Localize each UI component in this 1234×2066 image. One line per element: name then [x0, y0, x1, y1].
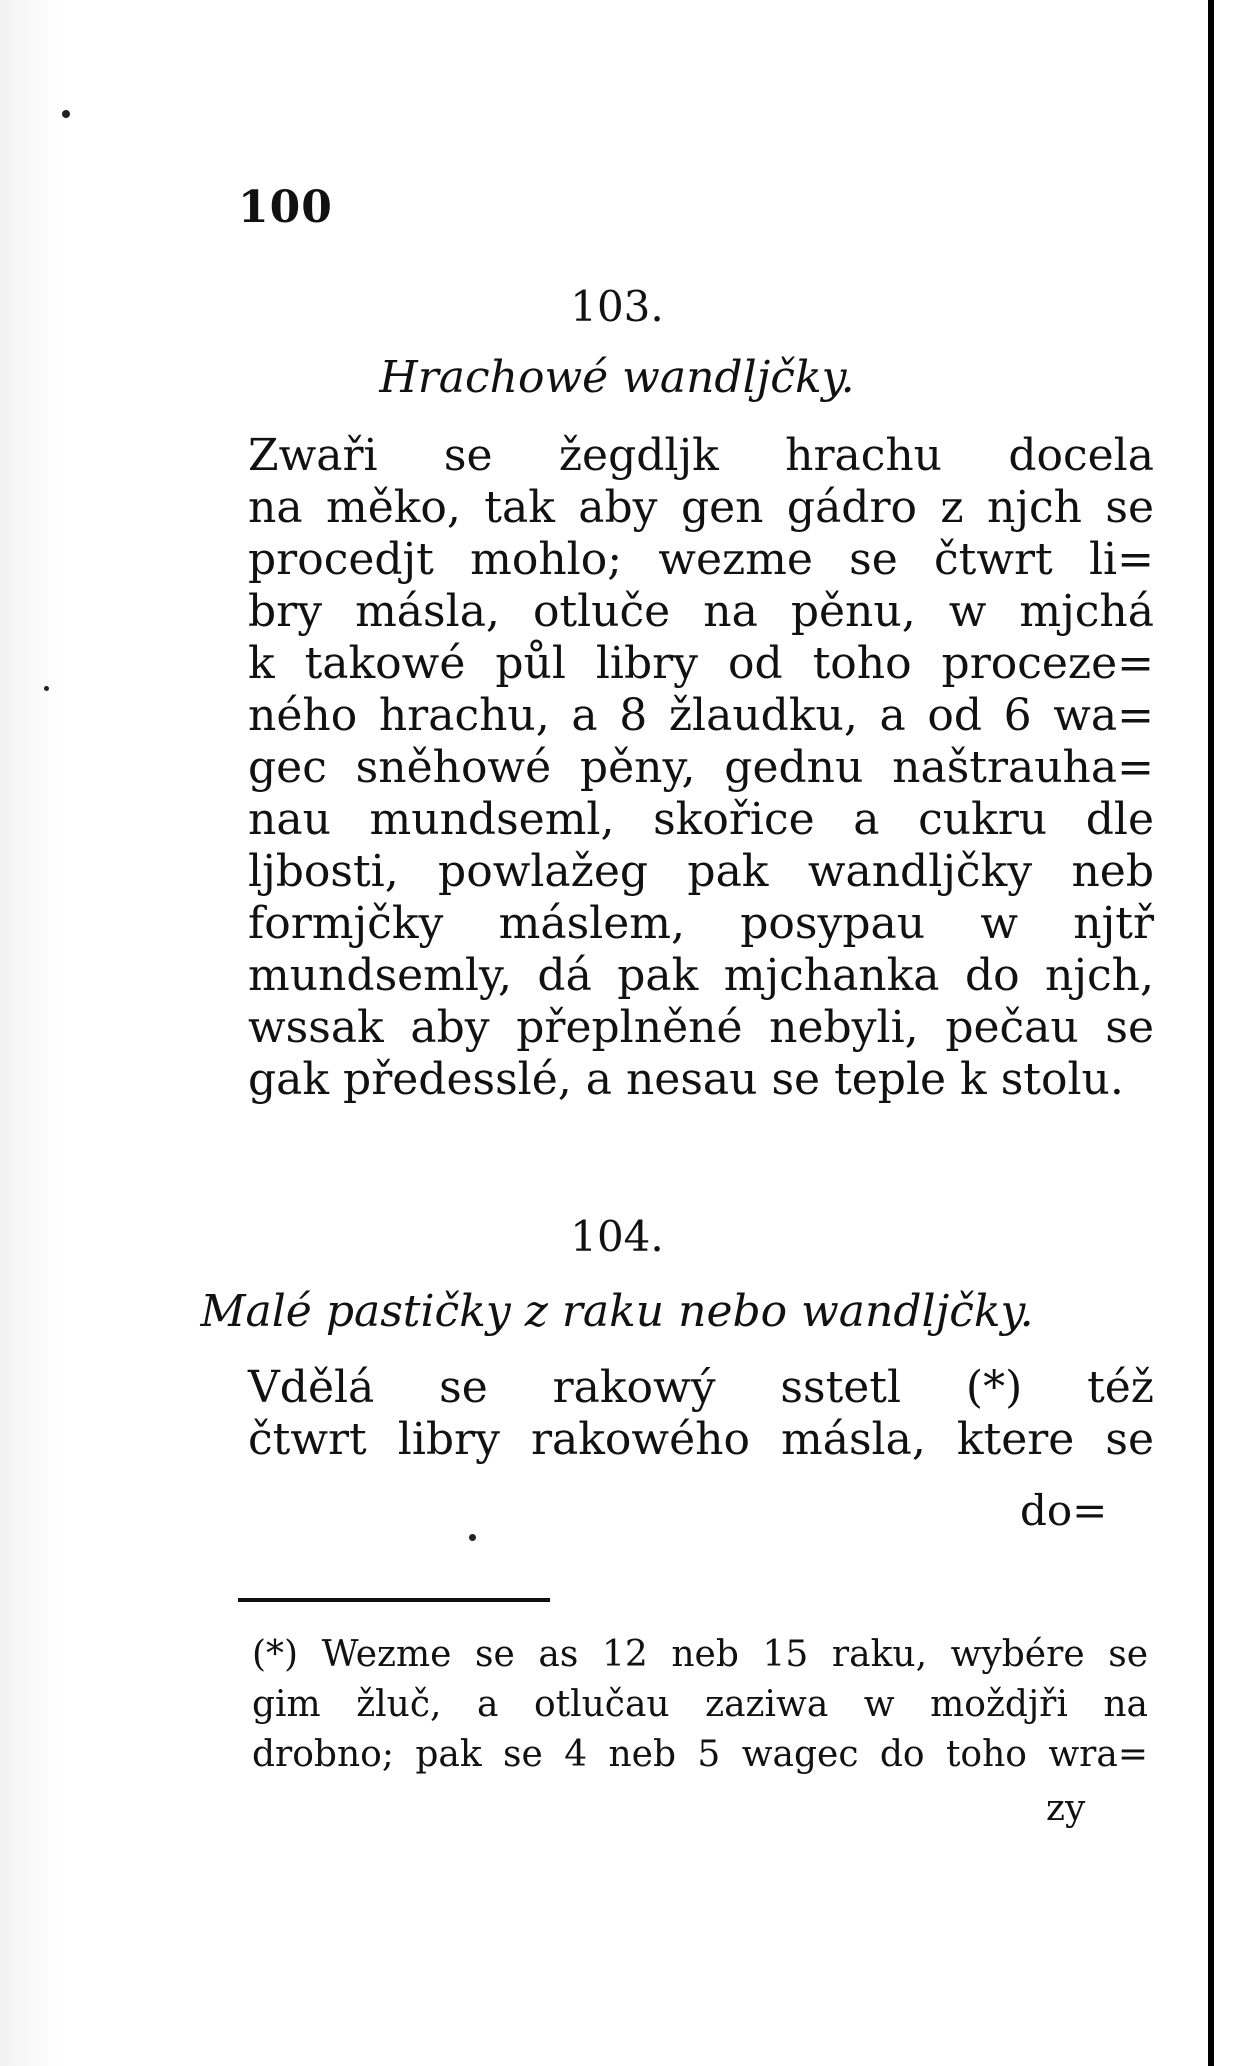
footnote-line: gim žluč, a otlučau zaziwa w moždjři na — [252, 1684, 1148, 1725]
text-line: formjčky máslem, posypau w njtř — [248, 898, 1154, 949]
text-line: ného hrachu, a 8 žlaudku, a od 6 wa= — [248, 690, 1154, 741]
text-line: wssak aby přeplněné nebyli, pečau se — [248, 1002, 1154, 1053]
catchword: do= — [1020, 1486, 1108, 1535]
section-title: Malé pastičky z raku nebo wandljčky. — [200, 1286, 1034, 1337]
text-line: k takowé půl libry od toho proceze= — [248, 638, 1154, 689]
text-line: ljbosti, powlažeg pak wandljčky neb — [248, 846, 1154, 897]
footnote-catchword: zy — [1046, 1788, 1086, 1829]
text-line: mundsemly, dá pak mjchanka do njch, — [248, 950, 1154, 1001]
text-line: gak předesslé, a nesau se teple k stolu. — [248, 1054, 1124, 1105]
text-line: gec sněhowé pěny, gednu naštrauha= — [248, 742, 1154, 793]
ink-speck — [44, 686, 49, 691]
ink-speck — [469, 1534, 476, 1541]
text-line: Zwaři se žegdljk hrachu docela — [248, 430, 1154, 481]
ink-speck — [62, 110, 70, 118]
text-line: procedjt mohlo; wezme se čtwrt li= — [248, 534, 1154, 585]
text-line: Vdělá se rakowý sstetl (*) též — [248, 1362, 1154, 1413]
recipe-paragraph — [248, 430, 1154, 1106]
text-line: čtwrt libry rakowého másla, ktere se — [248, 1414, 1154, 1465]
footnote-line: (*) Wezme se as 12 neb 15 raku, wybére se — [252, 1634, 1148, 1675]
section-number: 104. — [570, 1212, 664, 1261]
recipe-paragraph — [248, 1362, 1154, 1466]
section-number: 103. — [570, 282, 664, 331]
page-number: 100 — [238, 182, 333, 233]
footnote-line: drobno; pak se 4 neb 5 wagec do toho wra= — [252, 1734, 1148, 1775]
footnote-rule — [238, 1598, 550, 1602]
text-line: bry másla, otluče na pěnu, w mjchá — [248, 586, 1154, 637]
text-line: na měko, tak aby gen gádro z njch se — [248, 482, 1154, 533]
section-title: Hrachowé wandljčky. — [379, 352, 855, 403]
text-line: nau mundseml, skořice a cukru dle — [248, 794, 1154, 845]
footnote — [252, 1630, 1148, 1780]
